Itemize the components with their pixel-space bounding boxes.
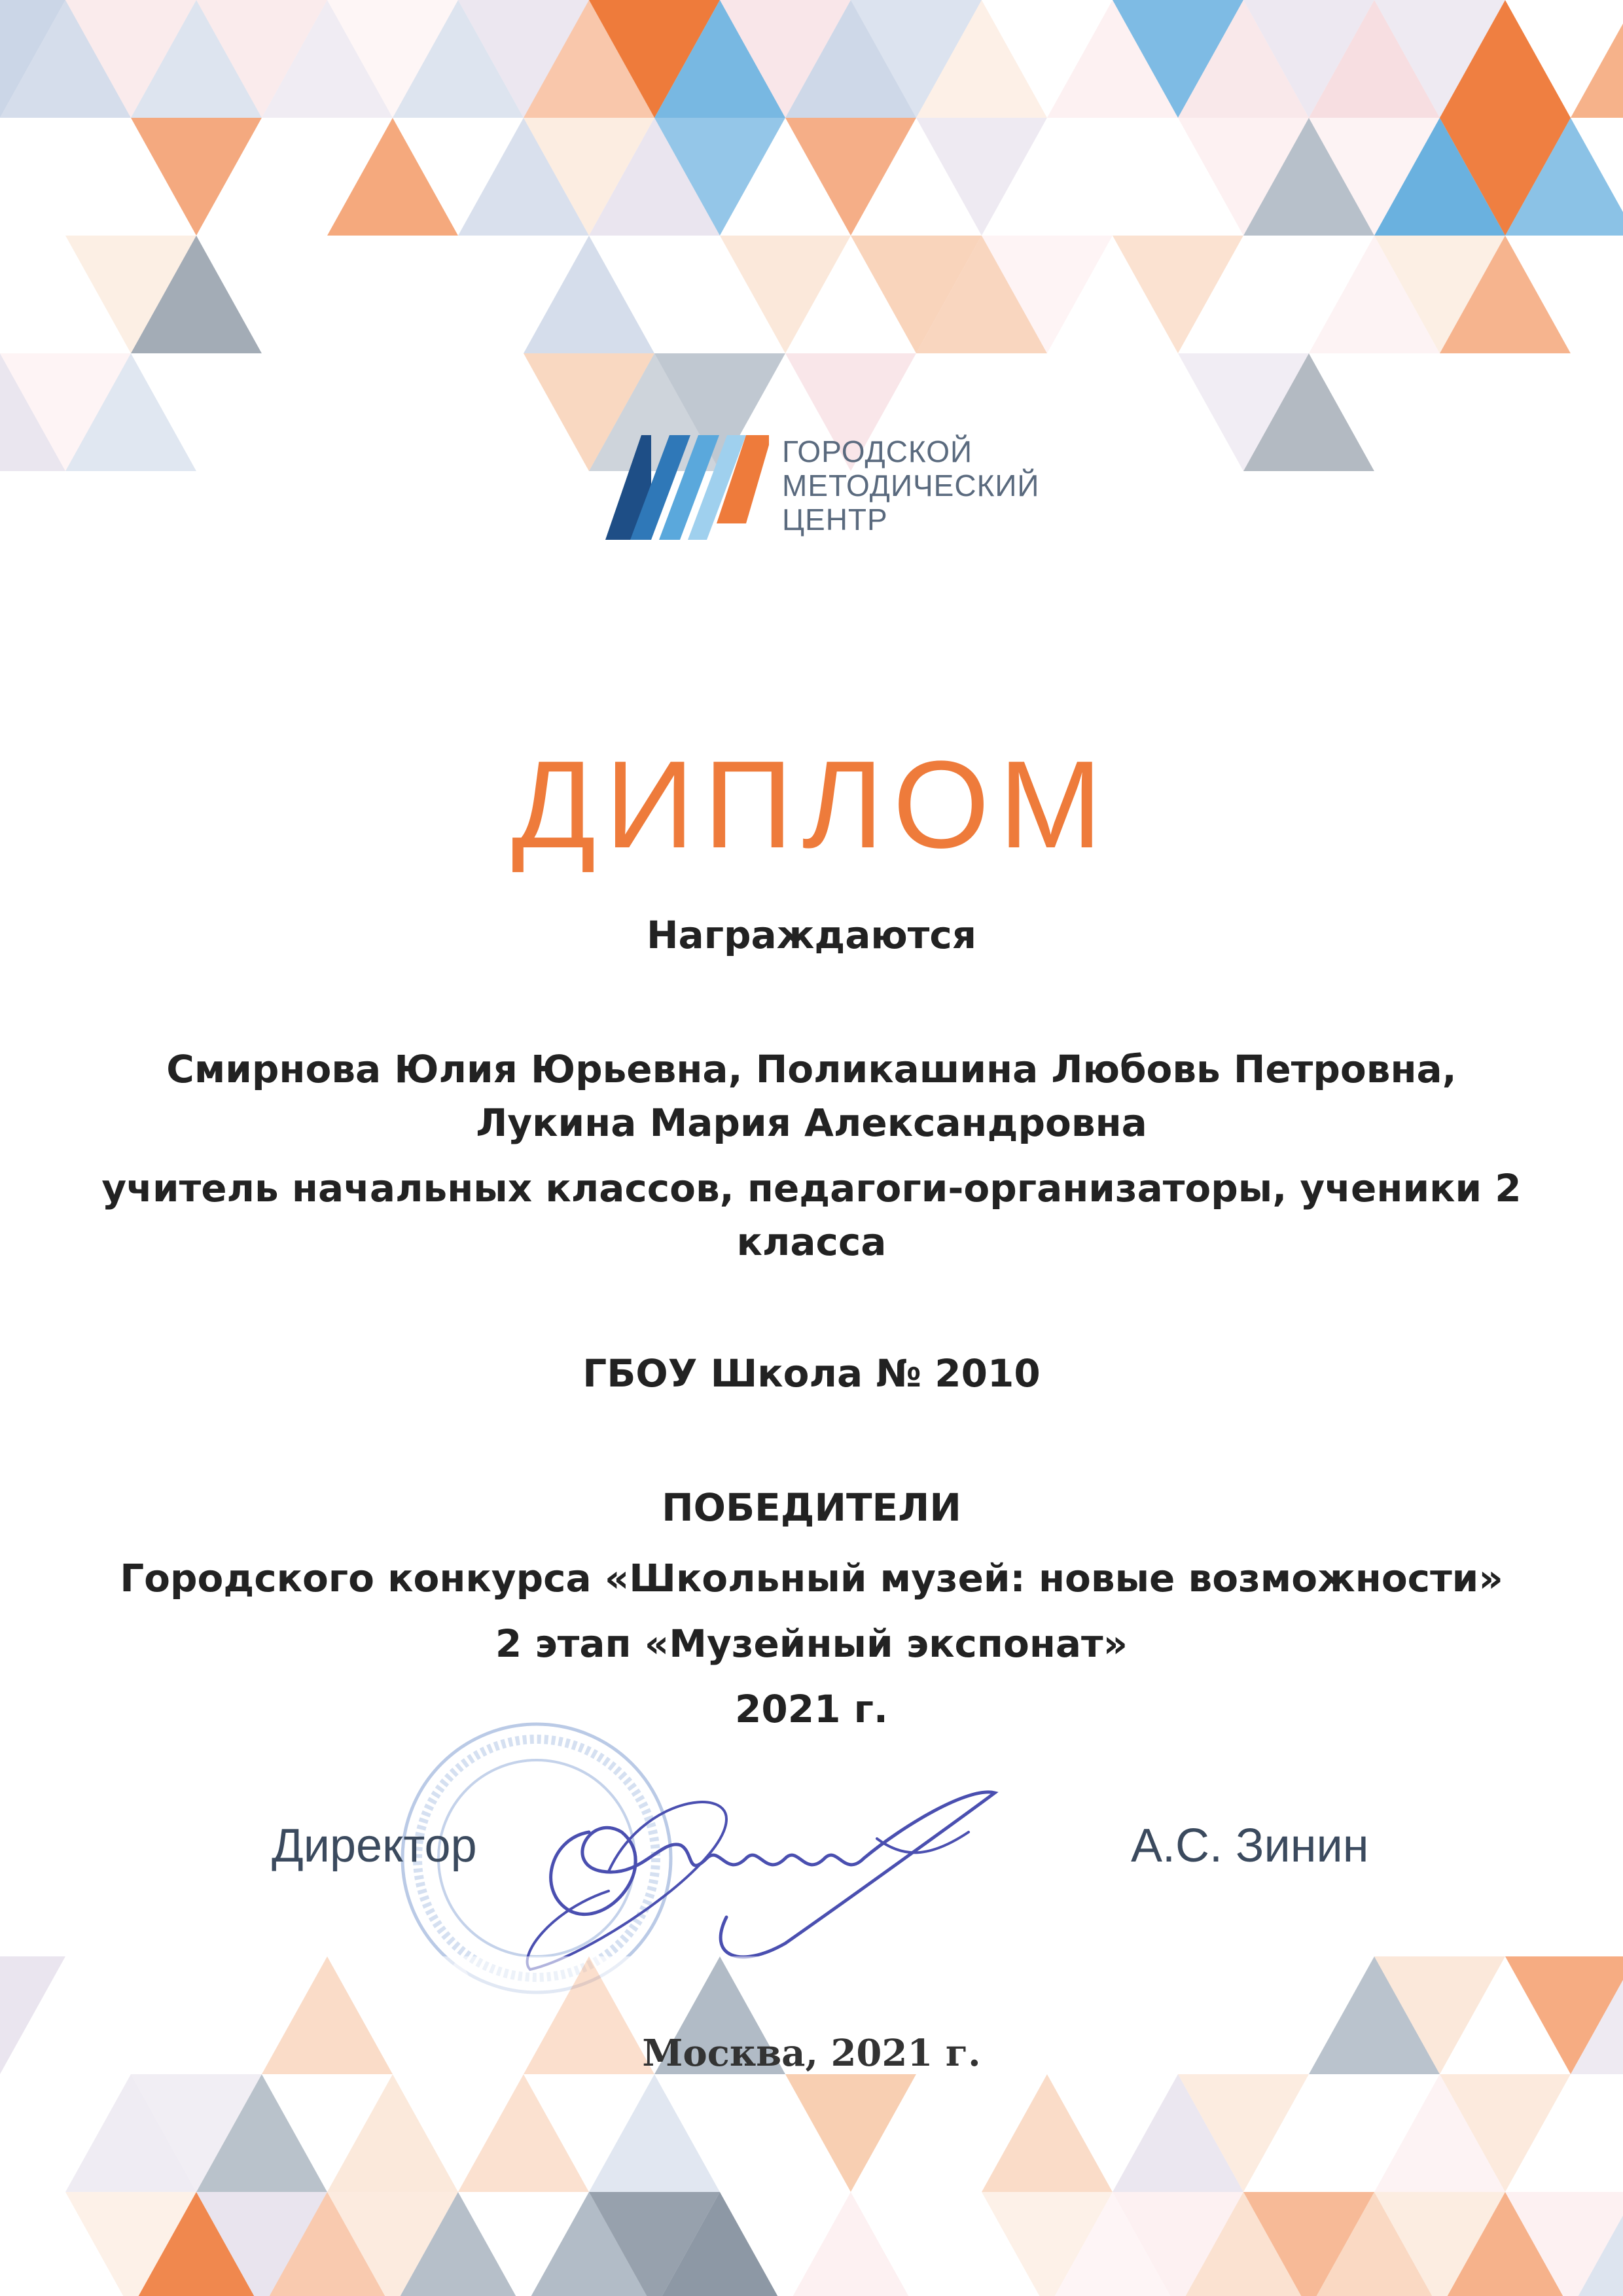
logo-line-1: ГОРОДСКОЙ xyxy=(782,434,973,468)
bottom-triangle-pattern xyxy=(0,1956,1623,2296)
director-name: А.С. Зинин xyxy=(1131,1820,1369,1872)
logo-line-3: ЦЕНТР xyxy=(782,503,888,537)
logo-line-2: МЕТОДИЧЕСКИЙ xyxy=(782,468,1040,503)
contest-name: Городского конкурса «Школьный музей: новые возможности» xyxy=(120,1556,1503,1600)
recipients-line-1: Смирнова Юлия Юрьевна, Поликашина Любовь Петровна, xyxy=(166,1047,1457,1091)
roles-line-2: класса xyxy=(736,1220,887,1264)
awarded-heading: Награждаются xyxy=(647,913,976,957)
result-heading: ПОБЕДИТЕЛИ xyxy=(662,1485,961,1530)
logo xyxy=(605,432,1040,550)
roles-line-1: учитель начальных классов, педагоги-организаторы, ученики 2 xyxy=(101,1166,1522,1210)
recipients-line-2: Лукина Мария Александровна xyxy=(476,1101,1147,1145)
contest-stage: 2 этап «Музейный экспонат» xyxy=(495,1621,1128,1666)
director-signature xyxy=(510,1760,1008,1976)
school-name: ГБОУ Школа № 2010 xyxy=(582,1351,1041,1396)
award-year: 2021 г. xyxy=(735,1687,888,1731)
gmc-logo-icon xyxy=(605,432,769,543)
footer-city-year: Москва, 2021 г. xyxy=(642,2032,981,2075)
diploma-title: ДИПЛОМ xyxy=(511,735,1112,874)
signature-role: Директор xyxy=(272,1820,477,1872)
